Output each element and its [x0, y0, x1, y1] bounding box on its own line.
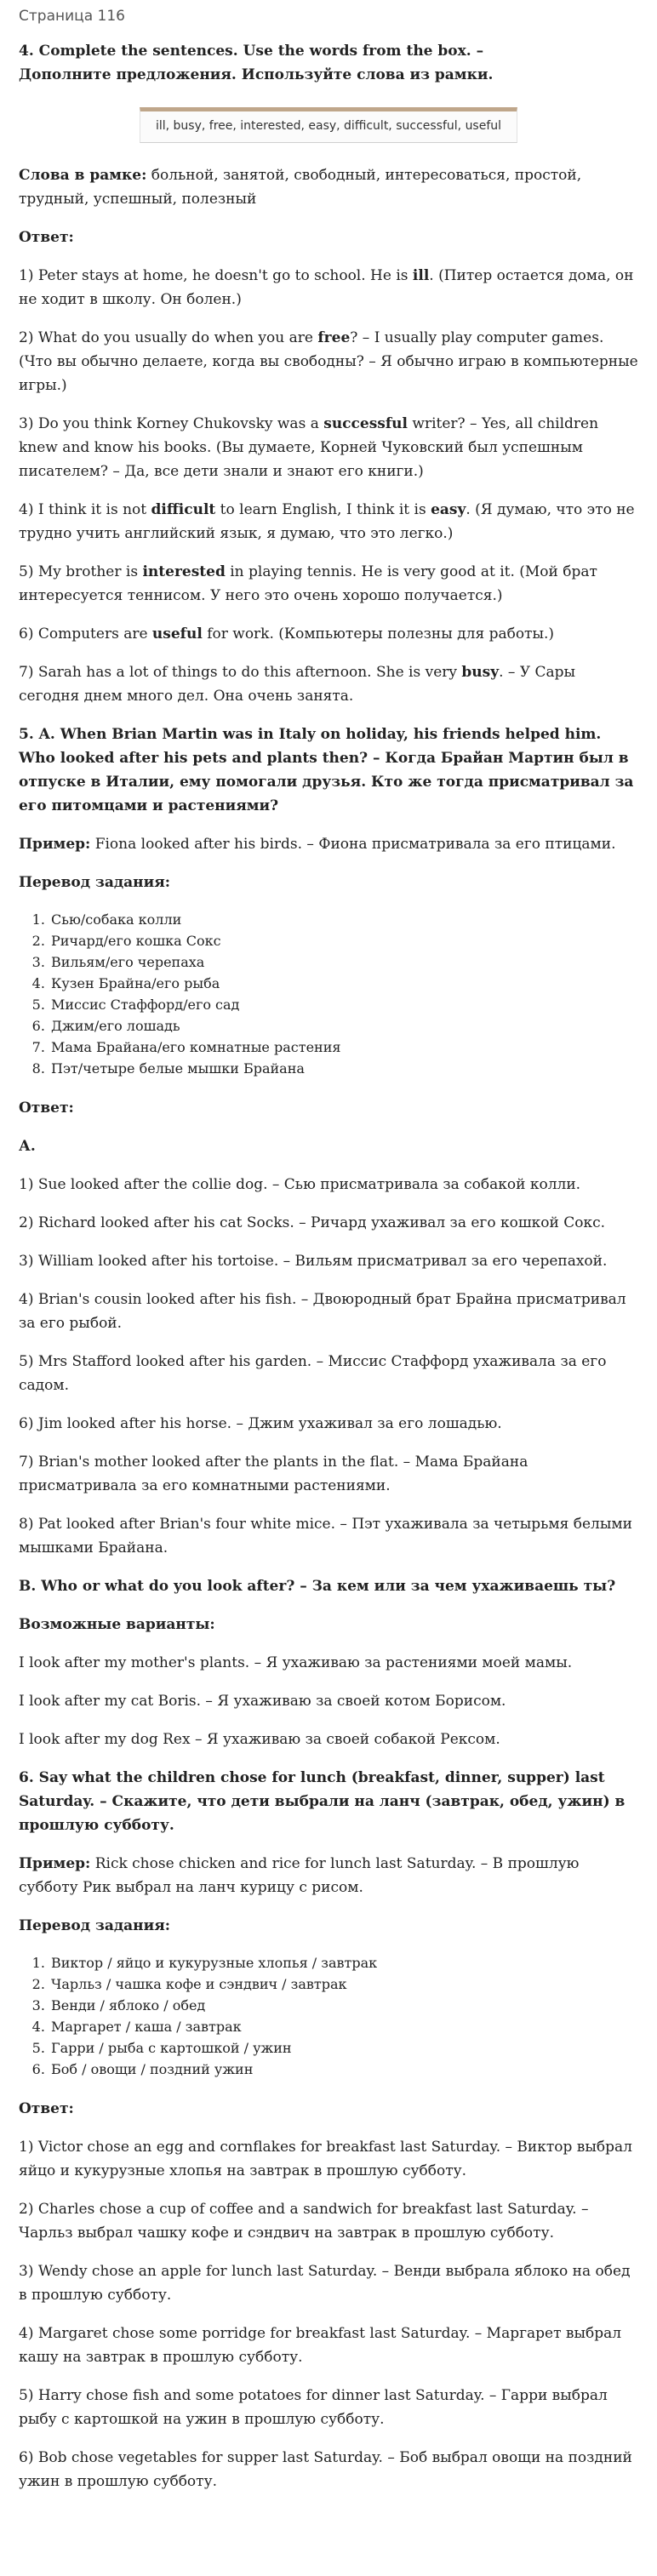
answer-word: useful [151, 625, 203, 643]
task5-part-a-label: А. [19, 1138, 36, 1155]
words-translation [19, 163, 638, 211]
task5-answer-3: 3) William looked after his tortoise. – Вильям присматривал за его черепахой. [19, 1253, 608, 1270]
task5-variants-label: Возможные варианты: [19, 1616, 215, 1633]
task6-answer-label: Ответ: [19, 2100, 74, 2117]
task5-translation-list [19, 909, 638, 1079]
answer-text: 3) Do you think Korney Chukovsky was a [19, 415, 324, 432]
task6-answer-2: 2) Charles chose a cup of coffee and a sandwich for breakfast last Saturday. – Чарльз выбрал чашку кофе и сэндвич на завтрак в прошлую субботу. [19, 2201, 589, 2242]
task4-answer-label: Ответ: [19, 229, 74, 246]
list-item: 8. Пэт/четыре белые мышки Брайана [49, 1058, 638, 1079]
task4-answer-5 [19, 560, 638, 608]
word-box: ill, busy, free, interested, easy, difficult, successful, useful [140, 107, 517, 143]
list-item: 1. Сью/собака колли [49, 909, 638, 930]
task5-answer-4: 4) Brian's cousin looked after his fish. – Двоюродный брат Брайна присматривал за его рыбой. [19, 1291, 626, 1332]
task4-answer-1 [19, 264, 638, 311]
answer-text: 5) My brother is [19, 563, 143, 580]
answer-word: interested [142, 563, 226, 580]
task4-title [19, 39, 638, 87]
task5-example [19, 832, 638, 856]
answer-word: busy [461, 664, 500, 681]
words-text: больной, занятой, свободный, интересоваться, простой, трудный, успешный, полезный [19, 167, 582, 208]
answer-text: 6) Computers are [19, 625, 152, 643]
task5-part-b-title: B. Who or what do you look after? – За кем или за чем ухаживаешь ты? [19, 1578, 616, 1595]
task5-answer-7: 7) Brian's mother looked after the plants in the flat. – Мама Брайана присматривала за его комнатными растениями. [19, 1454, 528, 1494]
answer-text: to learn English, I think it is [215, 501, 431, 518]
answer-word: easy [431, 501, 466, 518]
task5-answer-1: 1) Sue looked after the collie dog. – Сью присматривала за собакой колли. [19, 1176, 581, 1193]
task6-answer-4: 4) Margaret chose some porridge for breakfast last Saturday. – Маргарет выбрал кашу на завтрак в прошлую субботу. [19, 2325, 622, 2366]
list-item: 4. Маргарет / каша / завтрак [49, 2016, 638, 2037]
task6-title: 6. Say what the children chose for lunch (breakfast, dinner, supper) last Saturday. – Скажите, что дети выбрали на ланч (завтрак, обед, ужин) в прошлую субботу. [19, 1769, 626, 1834]
answer-text: ? – I usually play computer games. (Что вы обычно делаете, когда вы свободны? – Я обычно играю в компьютерные игры.) [19, 329, 638, 394]
task4-answer-2 [19, 326, 638, 397]
task6-answer-5: 5) Harry chose fish and some potatoes for dinner last Saturday. – Гарри выбрал рыбу с картошкой на ужин в прошлую субботу. [19, 2387, 608, 2428]
task5-title: 5. A. When Brian Martin was in Italy on holiday, his friends helped him. Who looked after his pets and plants then? – Когда Брайан Мартин был в отпуске в Италии, ему помогали друзья. Кто же тогда присматривал за его питомцами и растениями? [19, 726, 634, 814]
task4-answer-6 [19, 622, 638, 646]
list-item: 2. Чарльз / чашка кофе и сэндвич / завтрак [49, 1973, 638, 1995]
answer-text: 7) Sarah has a lot of things to do this afternoon. She is very [19, 664, 462, 681]
task6-example [19, 1852, 638, 1899]
task6-answer-6: 6) Bob chose vegetables for supper last Saturday. – Боб выбрал овощи на поздний ужин в прошлую субботу. [19, 2449, 632, 2490]
task5-answer-2: 2) Richard looked after his cat Socks. – Ричард ухаживал за его кошкой Сокс. [19, 1214, 606, 1231]
task4-answer-3 [19, 412, 638, 483]
answer-text: writer? – Yes, all children knew and know his books. (Вы думаете, Корней Чуковский был успешным писателем? – Да, все дети знали и знают его книги.) [19, 415, 599, 480]
task5-variant-1: I look after my mother's plants. – Я ухаживаю за растениями моей мамы. [19, 1654, 573, 1671]
list-item: 6. Джим/его лошадь [49, 1015, 638, 1037]
answer-text: . (Питер остается дома, он не ходит в школу. Он болен.) [19, 267, 634, 308]
task6-answer-3: 3) Wendy chose an apple for lunch last Saturday. – Венди выбрала яблоко на обед в прошлую субботу. [19, 2263, 631, 2304]
wordbox-container [19, 107, 638, 143]
list-item: 3. Венди / яблоко / обед [49, 1995, 638, 2016]
task5-answer-5: 5) Mrs Stafford looked after his garden. – Миссис Стаффорд ухаживала за его садом. [19, 1353, 607, 1394]
list-item: 1. Виктор / яйцо и кукурузные хлопья / завтрак [49, 1952, 638, 1973]
list-item: 5. Гарри / рыба с картошкой / ужин [49, 2037, 638, 2059]
task5-answer-6: 6) Jim looked after his horse. – Джим ухаживал за его лошадью. [19, 1415, 502, 1432]
list-item: 3. Вильям/его черепаха [49, 951, 638, 973]
answer-word: difficult [151, 501, 216, 518]
task5-answer-8: 8) Pat looked after Brian's four white mice. – Пэт ухаживала за четырьмя белыми мышками Брайана. [19, 1516, 632, 1556]
list-item: 4. Кузен Брайна/его рыба [49, 973, 638, 994]
answer-text: 1) Peter stays at home, he doesn't go to school. He is [19, 267, 413, 284]
answer-word: ill [412, 267, 430, 284]
list-item: 2. Ричард/его кошка Сокс [49, 930, 638, 951]
task4-title-line1: 4. Complete the sentences. Use the words from the box. – [19, 43, 484, 60]
task6-translation-list [19, 1952, 638, 2080]
answer-text: 4) I think it is not [19, 501, 151, 518]
example-label: Пример: [19, 836, 91, 853]
task4-answer-4 [19, 498, 638, 545]
page-header: Страница 116 [19, 8, 125, 25]
example-label: Пример: [19, 1855, 91, 1872]
task5-answer-label: Ответ: [19, 1100, 74, 1117]
answer-text: 2) What do you usually do when you are [19, 329, 318, 346]
answer-text: in playing tennis. He is very good at it. (Мой брат интересуется теннисом. У него это очень хорошо получается.) [19, 563, 597, 604]
task6-answer-1: 1) Victor chose an egg and cornflakes for breakfast last Saturday. – Виктор выбрал яйцо и кукурузные хлопья на завтрак в прошлую субботу. [19, 2139, 632, 2179]
task5-variant-2: I look after my cat Boris. – Я ухаживаю за своей котом Борисом. [19, 1693, 506, 1710]
task5-translation-label: Перевод задания: [19, 874, 171, 891]
answer-text: . (Я думаю, что это не трудно учить английский язык, я думаю, что это легко.) [19, 501, 635, 542]
task4-answer-7 [19, 660, 638, 708]
task6-translation-label: Перевод задания: [19, 1917, 171, 1934]
list-item: 7. Мама Брайана/его комнатные растения [49, 1037, 638, 1058]
example-text: Fiona looked after his birds. – Фиона присматривала за его птицами. [90, 836, 616, 853]
answer-word: successful [323, 415, 408, 432]
answer-text: . – У Сары сегодня днем много дел. Она очень занята. [19, 664, 576, 705]
list-item: 6. Боб / овощи / поздний ужин [49, 2059, 638, 2080]
answer-word: free [317, 329, 351, 346]
answer-text: for work. (Компьютеры полезны для работы.) [202, 625, 555, 643]
list-item: 5. Миссис Стаффорд/его сад [49, 994, 638, 1015]
task4-title-line2: Дополните предложения. Используйте слова из рамки. [19, 66, 494, 83]
words-label: Слова в рамке: [19, 167, 147, 184]
example-text: Rick chose chicken and rice for lunch last Saturday. – В прошлую субботу Рик выбрал на ланч курицу с рисом. [19, 1855, 580, 1896]
task5-variant-3: I look after my dog Rex – Я ухаживаю за своей собакой Рексом. [19, 1731, 500, 1748]
